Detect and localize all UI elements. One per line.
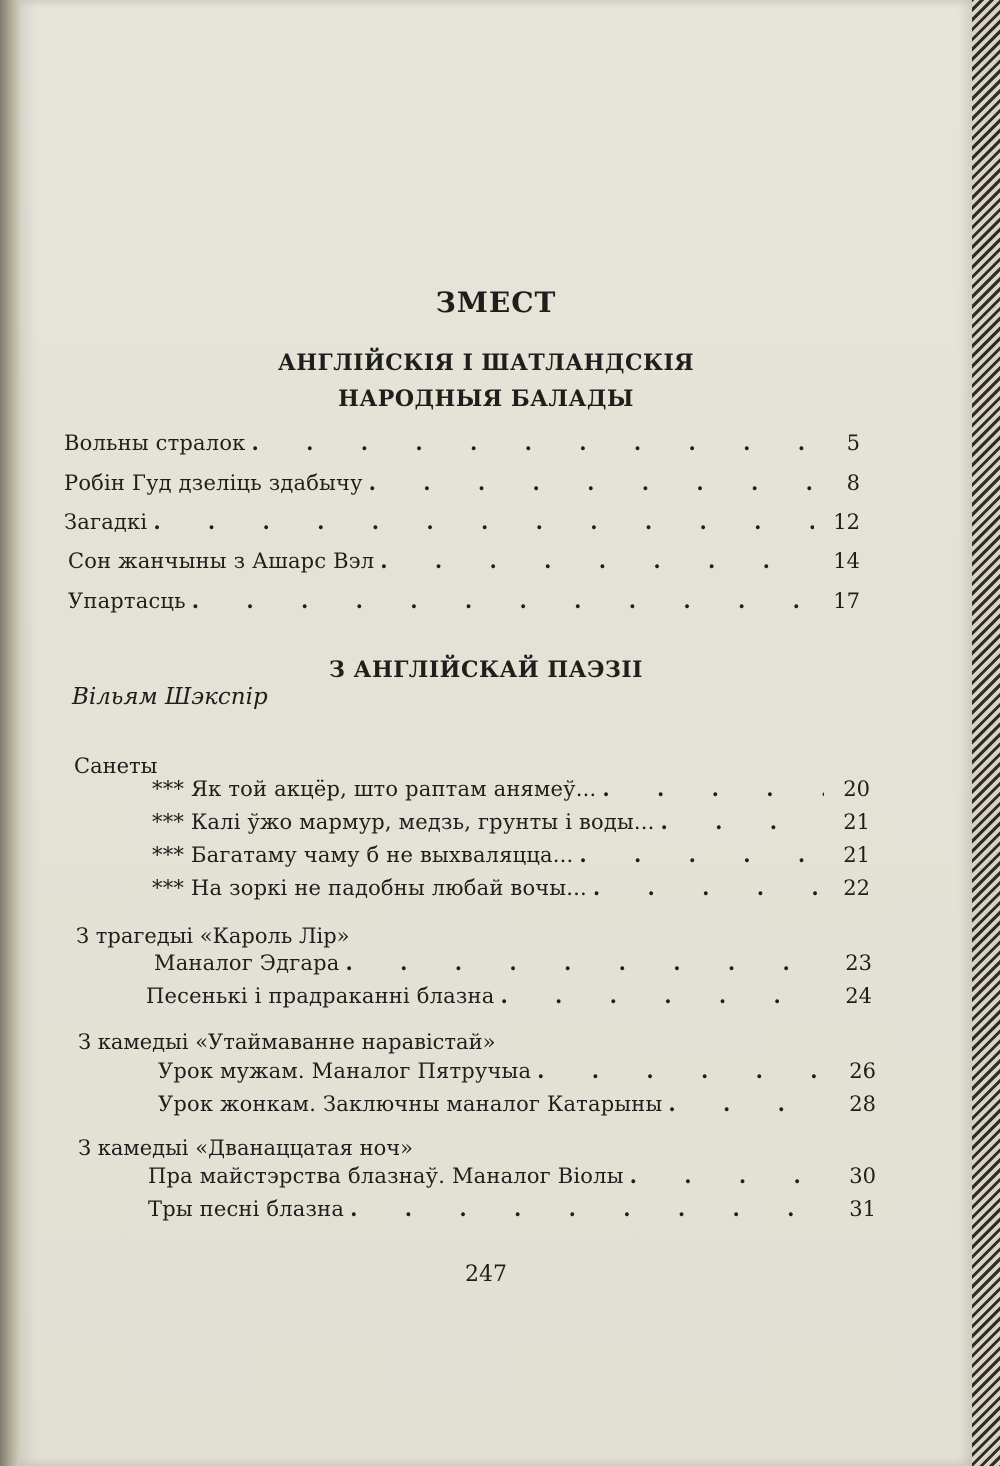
toc-entry-title: *** Як той акцёр, што раптам анямеў...: [152, 777, 597, 801]
toc-entry[interactable]: [158, 1058, 876, 1083]
toc-entry[interactable]: [148, 1163, 876, 1188]
toc-entry-page: 23: [845, 951, 872, 975]
toc-entry-page: 8: [846, 471, 860, 495]
dot-leader: [537, 1058, 830, 1083]
toc-entry-page: 14: [833, 549, 860, 573]
toc-entry-page: 17: [833, 589, 860, 613]
toc-entry[interactable]: [64, 470, 860, 495]
toc-entry-title: *** Багатаму чаму б не выхваляцца...: [152, 843, 574, 867]
toc-entry-title: Робін Гуд дзеліць здабычу: [64, 471, 363, 495]
toc-entry[interactable]: [152, 809, 870, 834]
toc-entry-page: 22: [843, 876, 870, 900]
toc-entry-page: 30: [849, 1164, 876, 1188]
toc-entry-title: Песенькі і прадраканні блазна: [146, 984, 495, 1008]
dot-leader: [192, 588, 814, 613]
toc-entry-page: 20: [843, 777, 870, 801]
toc-entry[interactable]: [152, 776, 870, 801]
toc-entry-page: 21: [843, 810, 870, 834]
toc-entry[interactable]: [64, 509, 860, 534]
dot-leader: [579, 842, 824, 867]
dot-leader: [345, 950, 826, 975]
dot-leader: [500, 983, 826, 1008]
toc-entry[interactable]: [68, 548, 860, 573]
dot-leader: [252, 430, 815, 455]
subsection-label: З камедыі «Утаймаванне наравістай»: [78, 1030, 496, 1054]
toc-entry-title: Упартасць: [68, 589, 186, 613]
toc-entry-title: Загадкі: [64, 510, 148, 534]
author-name: Вільям Шэкспір: [72, 684, 268, 710]
dot-leader: [380, 548, 814, 573]
dot-leader: [661, 809, 824, 834]
toc-entry[interactable]: [152, 842, 870, 867]
dot-leader: [668, 1091, 830, 1116]
subsection-label: Санеты: [74, 754, 158, 778]
toc-entry-title: *** На зоркі не падобны любай вочы...: [152, 876, 587, 900]
toc-entry[interactable]: [68, 588, 860, 613]
dot-leader: [593, 875, 824, 900]
toc-entry-page: 26: [849, 1059, 876, 1083]
toc-entry-title: Урок жонкам. Заключны маналог Катарыны: [158, 1092, 663, 1116]
toc-entry-title: *** Калі ўжо мармур, медзь, грунты і воды...: [152, 810, 655, 834]
dot-leader: [153, 509, 814, 534]
toc-entry-title: Пра майстэрства блазнаў. Маналог Віолы: [148, 1164, 624, 1188]
toc-entry[interactable]: [148, 1196, 876, 1221]
toc-entry-title: Вольны стралок: [64, 431, 246, 455]
dot-leader: [630, 1163, 830, 1188]
section-heading: З АНГЛІЙСКАЙ ПАЭЗІІ: [329, 657, 643, 683]
toc-entry[interactable]: [64, 430, 860, 455]
book-page: [20, 0, 972, 1466]
subsection-label: З трагедыі «Кароль Лір»: [76, 924, 350, 948]
dot-leader: [602, 776, 824, 801]
toc-entry[interactable]: [158, 1091, 876, 1116]
toc-entry[interactable]: [154, 950, 872, 975]
toc-entry-title: Маналог Эдгара: [154, 951, 340, 975]
book-spine-edge: [0, 0, 22, 1466]
toc-entry-title: Урок мужам. Маналог Пятручыа: [158, 1059, 532, 1083]
dot-leader: [369, 470, 814, 495]
toc-entry[interactable]: [152, 875, 870, 900]
toc-entry-page: 21: [843, 843, 870, 867]
toc-entry[interactable]: [146, 983, 872, 1008]
dot-leader: [350, 1196, 830, 1221]
toc-entry-page: 5: [846, 431, 860, 455]
subsection-label: З камедыі «Дванаццатая ноч»: [78, 1136, 413, 1160]
toc-entry-title: Сон жанчыны з Ашарс Вэл: [68, 549, 375, 573]
book-cover-edge: [970, 0, 1000, 1466]
toc-entry-page: 28: [849, 1092, 876, 1116]
toc-entry-page: 24: [845, 984, 872, 1008]
section-heading-line2: НАРОДНЫЯ БАЛАДЫ: [338, 386, 634, 412]
toc-entry-page: 12: [833, 510, 860, 534]
page-number: 247: [465, 1262, 507, 1287]
section-heading-line1: АНГЛІЙСКІЯ І ШАТЛАНДСКІЯ: [277, 350, 695, 376]
toc-entry-title: Тры песні блазна: [148, 1197, 345, 1221]
toc-entry-page: 31: [849, 1197, 876, 1221]
page-title: ЗМЕСТ: [435, 286, 557, 319]
